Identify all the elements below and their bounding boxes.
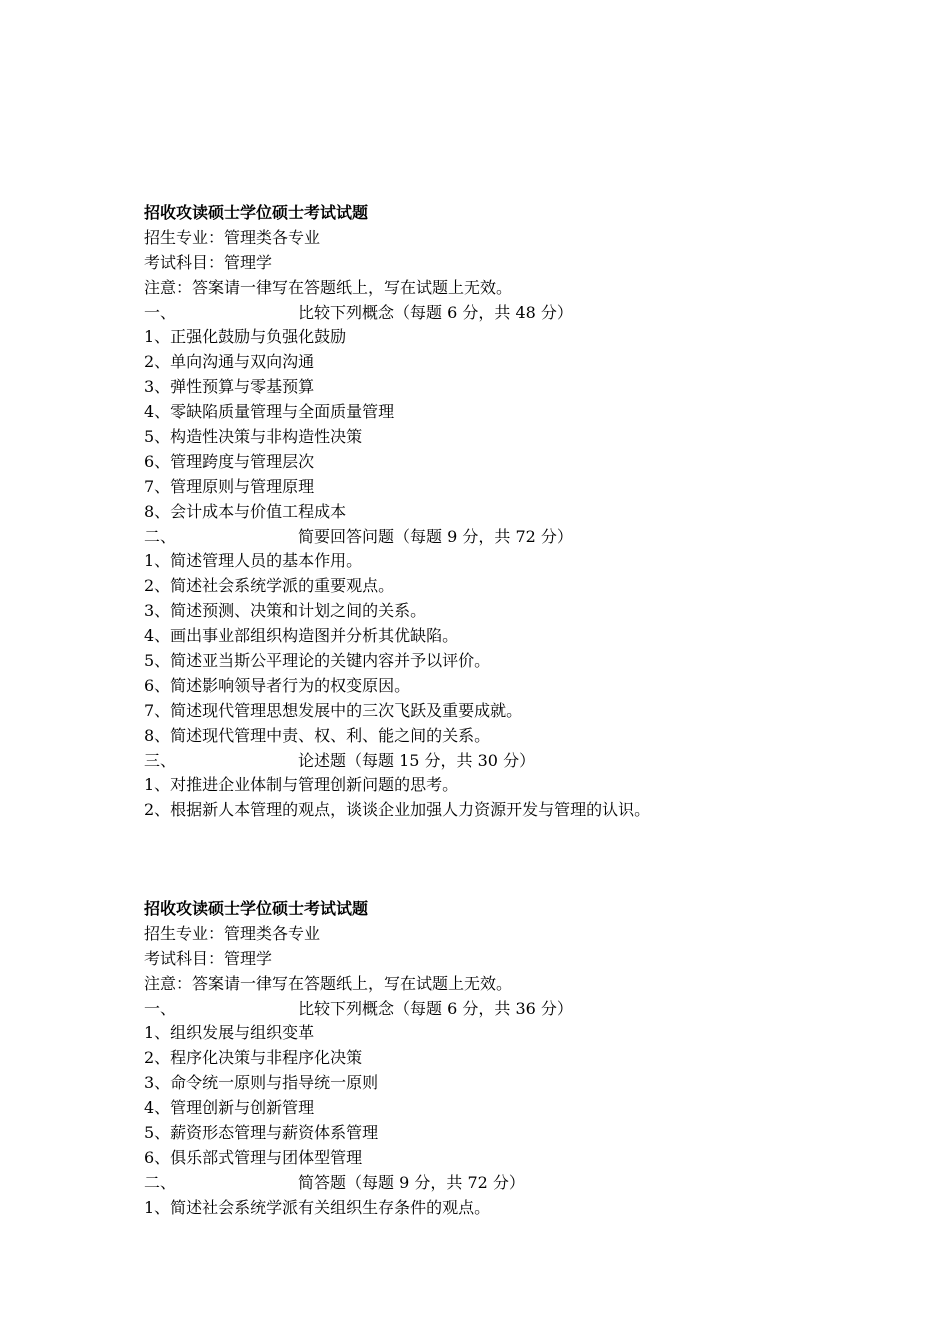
question-item: 7、管理原则与管理原理 [144, 476, 315, 496]
section-number: 二、 [144, 526, 177, 546]
exam-note: 注意：答案请一律写在答题纸上，写在试题上无效。 [144, 277, 513, 297]
question-item: 2、根据新人本管理的观点，谈谈企业加强人力资源开发与管理的认识。 [144, 800, 651, 820]
question-item: 4、零缺陷质量管理与全面质量管理 [144, 402, 395, 422]
exam-title: 招收攻读硕士学位硕士考试试题 [144, 899, 369, 918]
question-item: 3、弹性预算与零基预算 [144, 377, 315, 397]
question-item: 2、程序化决策与非程序化决策 [144, 1048, 363, 1068]
section-number: 一、 [144, 998, 177, 1018]
question-item: 1、对推进企业体制与管理创新问题的思考。 [144, 775, 459, 795]
question-item: 4、管理创新与创新管理 [144, 1098, 315, 1118]
section-heading [144, 525, 904, 550]
exam-title: 招收攻读硕士学位硕士考试试题 [144, 203, 369, 222]
question-item: 5、简述亚当斯公平理论的关键内容并予以评价。 [144, 651, 491, 671]
exam-block-1 [144, 201, 904, 823]
section-heading [144, 749, 904, 774]
question-item: 6、简述影响领导者行为的权变原因。 [144, 675, 411, 695]
section-title: 比较下列概念（每题 6 分，共 48 分） [298, 302, 573, 322]
question-item: 7、简述现代管理思想发展中的三次飞跃及重要成就。 [144, 700, 523, 720]
question-item: 8、简述现代管理中责、权、利、能之间的关系。 [144, 725, 491, 745]
question-item: 8、会计成本与价值工程成本 [144, 501, 347, 521]
question-item: 1、简述管理人员的基本作用。 [144, 551, 363, 571]
question-item: 3、命令统一原则与指导统一原则 [144, 1073, 379, 1093]
section-title: 比较下列概念（每题 6 分，共 36 分） [298, 998, 573, 1018]
section-number: 三、 [144, 750, 177, 770]
section-number: 二、 [144, 1172, 177, 1192]
exam-note: 注意：答案请一律写在答题纸上，写在试题上无效。 [144, 973, 513, 993]
question-item: 6、俱乐部式管理与团体型管理 [144, 1147, 363, 1167]
question-item: 1、简述社会系统学派有关组织生存条件的观点。 [144, 1197, 491, 1217]
question-item: 1、正强化鼓励与负强化鼓励 [144, 327, 347, 347]
question-item: 5、构造性决策与非构造性决策 [144, 427, 363, 447]
exam-block-2 [144, 897, 904, 1221]
section-heading [144, 997, 904, 1022]
section-title: 论述题（每题 15 分，共 30 分） [298, 750, 536, 770]
question-item: 5、薪资形态管理与薪资体系管理 [144, 1123, 379, 1143]
exam-major: 招生专业：管理类各专业 [144, 923, 321, 943]
exam-subject: 考试科目：管理学 [144, 948, 273, 968]
question-item: 2、简述社会系统学派的重要观点。 [144, 576, 395, 596]
question-item: 3、简述预测、决策和计划之间的关系。 [144, 601, 427, 621]
question-item: 6、管理跨度与管理层次 [144, 451, 315, 471]
question-item: 4、画出事业部组织构造图并分析其优缺陷。 [144, 626, 459, 646]
section-title: 简要回答问题（每题 9 分，共 72 分） [298, 526, 573, 546]
question-item: 2、单向沟通与双向沟通 [144, 352, 315, 372]
section-heading [144, 301, 904, 326]
section-number: 一、 [144, 302, 177, 322]
question-item: 1、组织发展与组织变革 [144, 1023, 315, 1043]
exam-major: 招生专业：管理类各专业 [144, 227, 321, 247]
section-heading [144, 1171, 904, 1196]
section-title: 简答题（每题 9 分，共 72 分） [298, 1172, 525, 1192]
exam-subject: 考试科目：管理学 [144, 252, 273, 272]
